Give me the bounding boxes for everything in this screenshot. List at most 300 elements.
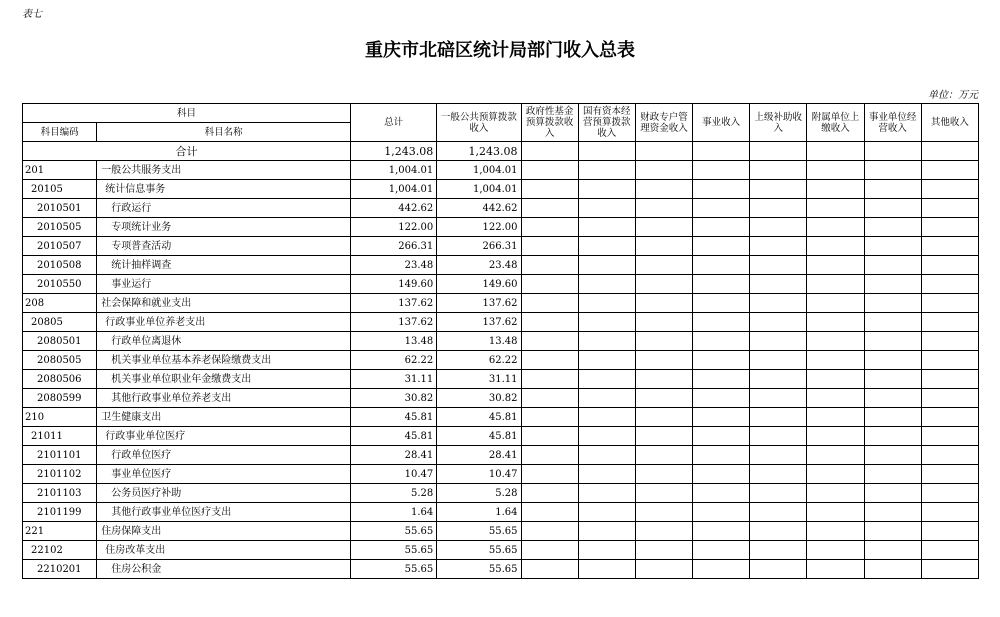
table-row <box>23 408 979 427</box>
empty-cell <box>864 161 921 180</box>
subject-name-cell: 行政单位离退休 <box>97 332 351 351</box>
empty-cell <box>921 256 978 275</box>
subject-code-cell: 2101199 <box>23 503 97 522</box>
empty-cell <box>578 180 635 199</box>
empty-cell <box>578 332 635 351</box>
table-row <box>23 313 979 332</box>
subject-name-cell: 行政事业单位医疗 <box>97 427 351 446</box>
empty-cell <box>864 484 921 503</box>
empty-cell <box>635 560 692 579</box>
empty-cell <box>693 370 750 389</box>
subject-name-cell: 事业运行 <box>97 275 351 294</box>
empty-cell <box>521 294 578 313</box>
empty-cell <box>693 161 750 180</box>
empty-cell <box>521 465 578 484</box>
subject-name-cell: 机关事业单位基本养老保险缴费支出 <box>97 351 351 370</box>
total-cell: 149.60 <box>351 275 437 294</box>
subject-name-cell: 其他行政事业单位养老支出 <box>97 389 351 408</box>
empty-cell <box>693 294 750 313</box>
total-cell: 28.41 <box>351 446 437 465</box>
empty-cell <box>807 541 864 560</box>
empty-cell <box>635 408 692 427</box>
empty-cell <box>921 237 978 256</box>
total-value: 1,243.08 <box>351 142 437 161</box>
empty-cell <box>635 142 692 161</box>
empty-cell <box>921 313 978 332</box>
empty-cell <box>807 218 864 237</box>
subject-code-cell: 21011 <box>23 427 97 446</box>
table-row <box>23 199 979 218</box>
header-affiliated: 附属单位上缴收入 <box>807 104 864 142</box>
subject-code-cell: 2010505 <box>23 218 97 237</box>
total-cell: 13.48 <box>351 332 437 351</box>
total-general-budget: 1,243.08 <box>437 142 521 161</box>
header-total: 总计 <box>351 104 437 142</box>
general-budget-cell: 23.48 <box>437 256 521 275</box>
subject-code-cell: 2101103 <box>23 484 97 503</box>
subject-code-cell: 221 <box>23 522 97 541</box>
subject-code-cell: 2080505 <box>23 351 97 370</box>
general-budget-cell: 149.60 <box>437 275 521 294</box>
empty-cell <box>693 446 750 465</box>
total-cell: 23.48 <box>351 256 437 275</box>
empty-cell <box>521 408 578 427</box>
empty-cell <box>807 560 864 579</box>
empty-cell <box>578 370 635 389</box>
empty-cell <box>521 142 578 161</box>
total-cell: 31.11 <box>351 370 437 389</box>
table-number-label: 表七 <box>22 9 42 20</box>
total-cell: 1.64 <box>351 503 437 522</box>
empty-cell <box>750 313 807 332</box>
empty-cell <box>750 408 807 427</box>
subject-name-cell: 事业单位医疗 <box>97 465 351 484</box>
header-code: 科目编码 <box>23 123 97 142</box>
table-row <box>23 465 979 484</box>
empty-cell <box>807 142 864 161</box>
subject-code-cell: 208 <box>23 294 97 313</box>
empty-cell <box>807 237 864 256</box>
subject-name-cell: 专项统计业务 <box>97 218 351 237</box>
header-other: 其他收入 <box>921 104 978 142</box>
empty-cell <box>521 541 578 560</box>
empty-cell <box>921 389 978 408</box>
empty-cell <box>578 199 635 218</box>
empty-cell <box>921 465 978 484</box>
empty-cell <box>635 503 692 522</box>
empty-cell <box>921 503 978 522</box>
empty-cell <box>521 522 578 541</box>
empty-cell <box>921 427 978 446</box>
empty-cell <box>635 237 692 256</box>
empty-cell <box>921 351 978 370</box>
empty-cell <box>693 351 750 370</box>
general-budget-cell: 10.47 <box>437 465 521 484</box>
unit-note: 单位：万元 <box>928 90 978 101</box>
empty-cell <box>807 294 864 313</box>
empty-cell <box>635 332 692 351</box>
empty-cell <box>750 161 807 180</box>
subject-name-cell: 行政单位医疗 <box>97 446 351 465</box>
table-row <box>23 446 979 465</box>
empty-cell <box>521 180 578 199</box>
empty-cell <box>521 332 578 351</box>
table-row <box>23 522 979 541</box>
empty-cell <box>750 142 807 161</box>
table-row <box>23 161 979 180</box>
header-name: 科目名称 <box>97 123 351 142</box>
subject-code-cell: 210 <box>23 408 97 427</box>
general-budget-cell: 28.41 <box>437 446 521 465</box>
empty-cell <box>864 465 921 484</box>
total-cell: 45.81 <box>351 427 437 446</box>
subject-code-cell: 2080506 <box>23 370 97 389</box>
subject-code-cell: 2101101 <box>23 446 97 465</box>
empty-cell <box>921 560 978 579</box>
empty-cell <box>521 560 578 579</box>
empty-cell <box>864 389 921 408</box>
empty-cell <box>693 389 750 408</box>
empty-cell <box>750 560 807 579</box>
table-row <box>23 294 979 313</box>
subject-name-cell: 统计抽样调查 <box>97 256 351 275</box>
empty-cell <box>521 237 578 256</box>
empty-cell <box>578 389 635 408</box>
empty-cell <box>693 560 750 579</box>
total-cell: 1,004.01 <box>351 161 437 180</box>
empty-cell <box>693 408 750 427</box>
empty-cell <box>921 294 978 313</box>
empty-cell <box>693 332 750 351</box>
empty-cell <box>750 294 807 313</box>
subject-code-cell: 201 <box>23 161 97 180</box>
subject-code-cell: 2080501 <box>23 332 97 351</box>
general-budget-cell: 137.62 <box>437 313 521 332</box>
header-row <box>23 104 979 123</box>
empty-cell <box>693 218 750 237</box>
empty-cell <box>864 332 921 351</box>
empty-cell <box>807 256 864 275</box>
table-row <box>23 218 979 237</box>
empty-cell <box>521 503 578 522</box>
empty-cell <box>635 370 692 389</box>
empty-cell <box>693 313 750 332</box>
empty-cell <box>578 218 635 237</box>
table-row <box>23 275 979 294</box>
empty-cell <box>921 370 978 389</box>
empty-cell <box>921 332 978 351</box>
empty-cell <box>693 427 750 446</box>
general-budget-cell: 13.48 <box>437 332 521 351</box>
general-budget-cell: 55.65 <box>437 522 521 541</box>
subject-code-cell: 2010501 <box>23 199 97 218</box>
empty-cell <box>807 161 864 180</box>
table-row <box>23 541 979 560</box>
empty-cell <box>521 161 578 180</box>
empty-cell <box>521 256 578 275</box>
subject-name-cell: 其他行政事业单位医疗支出 <box>97 503 351 522</box>
empty-cell <box>864 275 921 294</box>
total-cell: 55.65 <box>351 541 437 560</box>
total-cell: 62.22 <box>351 351 437 370</box>
table-row <box>23 351 979 370</box>
subject-code-cell: 2010508 <box>23 256 97 275</box>
total-label: 合计 <box>23 142 351 161</box>
empty-cell <box>864 370 921 389</box>
empty-cell <box>921 142 978 161</box>
empty-cell <box>750 541 807 560</box>
total-cell: 55.65 <box>351 560 437 579</box>
empty-cell <box>578 541 635 560</box>
empty-cell <box>750 199 807 218</box>
empty-cell <box>750 465 807 484</box>
empty-cell <box>864 522 921 541</box>
empty-cell <box>750 332 807 351</box>
subject-code-cell: 22102 <box>23 541 97 560</box>
subject-code-cell: 20805 <box>23 313 97 332</box>
total-cell: 1,004.01 <box>351 180 437 199</box>
subject-code-cell: 2010550 <box>23 275 97 294</box>
empty-cell <box>921 218 978 237</box>
empty-cell <box>693 541 750 560</box>
empty-cell <box>921 446 978 465</box>
empty-cell <box>693 256 750 275</box>
empty-cell <box>521 484 578 503</box>
empty-cell <box>807 332 864 351</box>
empty-cell <box>521 446 578 465</box>
empty-cell <box>635 161 692 180</box>
total-cell: 442.62 <box>351 199 437 218</box>
general-budget-cell: 62.22 <box>437 351 521 370</box>
subject-code-cell: 2080599 <box>23 389 97 408</box>
subject-name-cell: 卫生健康支出 <box>97 408 351 427</box>
empty-cell <box>807 351 864 370</box>
empty-cell <box>635 256 692 275</box>
empty-cell <box>635 313 692 332</box>
empty-cell <box>693 465 750 484</box>
empty-cell <box>693 275 750 294</box>
empty-cell <box>807 446 864 465</box>
empty-cell <box>693 484 750 503</box>
empty-cell <box>750 522 807 541</box>
subject-name-cell: 行政事业单位养老支出 <box>97 313 351 332</box>
total-cell: 10.47 <box>351 465 437 484</box>
table-row <box>23 560 979 579</box>
table-row <box>23 180 979 199</box>
empty-cell <box>921 180 978 199</box>
empty-cell <box>864 313 921 332</box>
empty-cell <box>864 427 921 446</box>
empty-cell <box>864 351 921 370</box>
general-budget-cell: 30.82 <box>437 389 521 408</box>
empty-cell <box>864 408 921 427</box>
general-budget-cell: 137.62 <box>437 294 521 313</box>
table-row <box>23 237 979 256</box>
empty-cell <box>693 180 750 199</box>
general-budget-cell: 55.65 <box>437 560 521 579</box>
subject-name-cell: 机关事业单位职业年金缴费支出 <box>97 370 351 389</box>
subject-name-cell: 住房保障支出 <box>97 522 351 541</box>
empty-cell <box>521 351 578 370</box>
general-budget-cell: 31.11 <box>437 370 521 389</box>
empty-cell <box>807 370 864 389</box>
empty-cell <box>807 180 864 199</box>
subject-name-cell: 公务员医疗补助 <box>97 484 351 503</box>
header-general-budget: 一般公共预算拨款收入 <box>437 104 521 142</box>
total-row <box>23 142 979 161</box>
table-row <box>23 427 979 446</box>
general-budget-cell: 45.81 <box>437 427 521 446</box>
empty-cell <box>921 275 978 294</box>
subject-code-cell: 2101102 <box>23 465 97 484</box>
empty-cell <box>578 446 635 465</box>
general-budget-cell: 5.28 <box>437 484 521 503</box>
empty-cell <box>864 199 921 218</box>
empty-cell <box>750 503 807 522</box>
header-superior-subsidy: 上级补助收入 <box>750 104 807 142</box>
empty-cell <box>807 427 864 446</box>
empty-cell <box>807 313 864 332</box>
empty-cell <box>750 275 807 294</box>
empty-cell <box>635 294 692 313</box>
total-cell: 30.82 <box>351 389 437 408</box>
empty-cell <box>578 275 635 294</box>
table-row <box>23 332 979 351</box>
empty-cell <box>807 389 864 408</box>
empty-cell <box>807 275 864 294</box>
empty-cell <box>578 142 635 161</box>
total-cell: 55.65 <box>351 522 437 541</box>
empty-cell <box>693 522 750 541</box>
empty-cell <box>750 370 807 389</box>
header-unit-operation: 事业单位经营收入 <box>864 104 921 142</box>
empty-cell <box>635 199 692 218</box>
empty-cell <box>750 256 807 275</box>
general-budget-cell: 1,004.01 <box>437 161 521 180</box>
empty-cell <box>807 199 864 218</box>
empty-cell <box>521 199 578 218</box>
empty-cell <box>921 408 978 427</box>
empty-cell <box>750 218 807 237</box>
empty-cell <box>864 237 921 256</box>
empty-cell <box>693 237 750 256</box>
general-budget-cell: 45.81 <box>437 408 521 427</box>
header-business: 事业收入 <box>693 104 750 142</box>
table-row <box>23 389 979 408</box>
total-cell: 122.00 <box>351 218 437 237</box>
empty-cell <box>635 180 692 199</box>
total-cell: 45.81 <box>351 408 437 427</box>
empty-cell <box>635 351 692 370</box>
header-state-capital: 国有资本经营预算拨款收入 <box>578 104 635 142</box>
empty-cell <box>750 237 807 256</box>
empty-cell <box>521 389 578 408</box>
subject-name-cell: 行政运行 <box>97 199 351 218</box>
general-budget-cell: 266.31 <box>437 237 521 256</box>
page-title: 重庆市北碚区统计局部门收入总表 <box>365 40 635 61</box>
empty-cell <box>635 427 692 446</box>
table-row <box>23 256 979 275</box>
empty-cell <box>521 427 578 446</box>
empty-cell <box>635 522 692 541</box>
revenue-summary-table <box>22 103 979 579</box>
empty-cell <box>635 218 692 237</box>
empty-cell <box>864 294 921 313</box>
subject-name-cell: 住房改革支出 <box>97 541 351 560</box>
empty-cell <box>864 180 921 199</box>
empty-cell <box>750 351 807 370</box>
empty-cell <box>921 541 978 560</box>
empty-cell <box>521 218 578 237</box>
empty-cell <box>578 256 635 275</box>
empty-cell <box>578 427 635 446</box>
empty-cell <box>864 218 921 237</box>
empty-cell <box>521 275 578 294</box>
empty-cell <box>635 275 692 294</box>
empty-cell <box>864 541 921 560</box>
general-budget-cell: 1.64 <box>437 503 521 522</box>
empty-cell <box>807 484 864 503</box>
empty-cell <box>635 389 692 408</box>
empty-cell <box>578 237 635 256</box>
empty-cell <box>807 503 864 522</box>
subject-name-cell: 住房公积金 <box>97 560 351 579</box>
empty-cell <box>807 408 864 427</box>
subject-code-cell: 2210201 <box>23 560 97 579</box>
empty-cell <box>578 560 635 579</box>
subject-code-cell: 20105 <box>23 180 97 199</box>
table-row <box>23 370 979 389</box>
empty-cell <box>693 503 750 522</box>
general-budget-cell: 1,004.01 <box>437 180 521 199</box>
empty-cell <box>807 522 864 541</box>
empty-cell <box>921 199 978 218</box>
empty-cell <box>635 541 692 560</box>
table-row <box>23 503 979 522</box>
empty-cell <box>750 427 807 446</box>
empty-cell <box>635 465 692 484</box>
general-budget-cell: 122.00 <box>437 218 521 237</box>
empty-cell <box>864 142 921 161</box>
header-fiscal-special: 财政专户管理资金收入 <box>635 104 692 142</box>
empty-cell <box>864 560 921 579</box>
total-cell: 137.62 <box>351 294 437 313</box>
general-budget-cell: 55.65 <box>437 541 521 560</box>
empty-cell <box>578 408 635 427</box>
empty-cell <box>693 142 750 161</box>
header-subject: 科目 <box>23 104 351 123</box>
total-cell: 266.31 <box>351 237 437 256</box>
empty-cell <box>521 313 578 332</box>
empty-cell <box>921 484 978 503</box>
general-budget-cell: 442.62 <box>437 199 521 218</box>
empty-cell <box>750 389 807 408</box>
empty-cell <box>864 446 921 465</box>
empty-cell <box>578 484 635 503</box>
empty-cell <box>578 351 635 370</box>
empty-cell <box>864 256 921 275</box>
subject-name-cell: 专项普查活动 <box>97 237 351 256</box>
subject-code-cell: 2010507 <box>23 237 97 256</box>
empty-cell <box>921 161 978 180</box>
empty-cell <box>578 313 635 332</box>
subject-name-cell: 社会保障和就业支出 <box>97 294 351 313</box>
empty-cell <box>807 465 864 484</box>
table-row <box>23 484 979 503</box>
empty-cell <box>921 522 978 541</box>
subject-name-cell: 统计信息事务 <box>97 180 351 199</box>
empty-cell <box>750 446 807 465</box>
